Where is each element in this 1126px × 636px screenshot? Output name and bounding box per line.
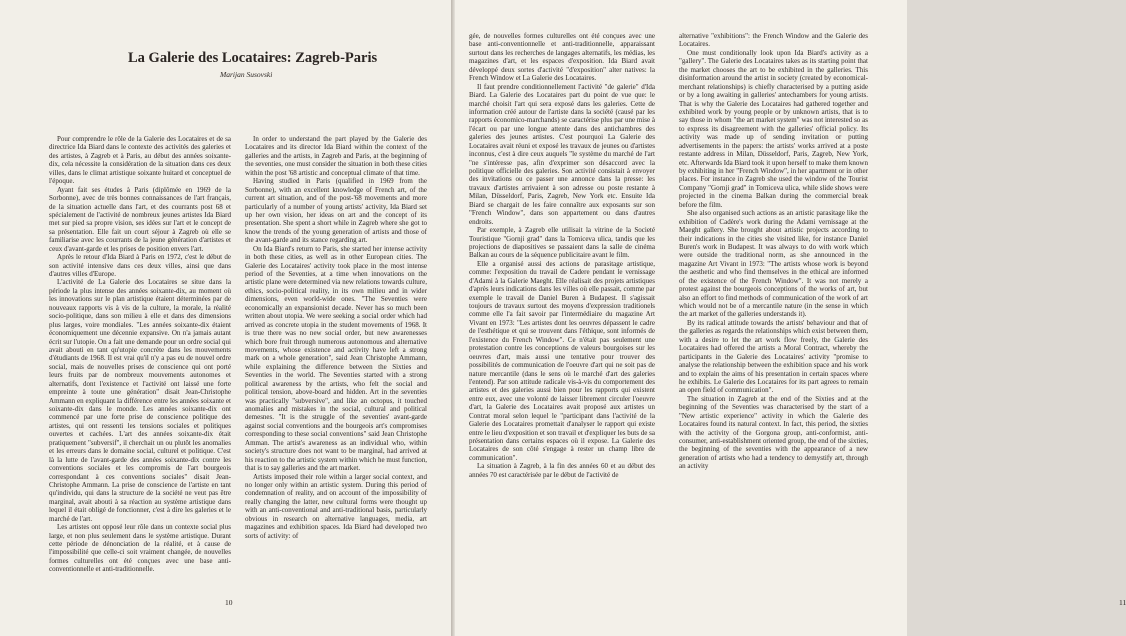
page-number-right: 11 (1119, 598, 1126, 607)
french-column-1 (49, 135, 231, 582)
paragraph: One must conditionally look upon Ida Biard's activity as a "gallery". The Galerie des Locataires takes as its starting point that the market chooses the art to be exhibited in the galleries. This disinformation around the artist in society (created by economical-merchant relationships) is chiefly characterised by a putting aside or by a long awaiting in galleries' antechambers for young artists. That is why the Galerie des Locataires had gathered together and exhibited work by young people or by unknown artists, that is to say those in whom "the art market system" was not interested so as to express its disagreement with the galleries' official policy. Its activity was made up of sending invitation or putting advertisements in the papers: the artists' works arrived at a poste restante address in Milan, Düsseldorf, Paris, Zagreb, New York, etc. Afterwards Ida Biard took it upon herself to make them known by exhibiting in her "French Window", in her apartment or in other places. For instance in Zagreb she used the window of the Tourist Company "Gornji grad" in Tomiceva ulica, while slide shows were projected in the cinema Balkan during the commercial break before the film. (679, 48, 868, 209)
paragraph: Artists imposed their role within a larger social context, and no longer only within an artistic system. During this period of condemnation of reality, and on account of the impossibility of really changing the latter, new cultural forms were thought up with an anti-conventional and anti-traditional basis, particularly obvious in research on alternative languages, media, art magazines and exhibition spaces. Ida Biard had developed two sorts of activity: of (245, 472, 427, 540)
paragraph: Having studied in Paris (qualified in 1969 from the Sorbonne), with an excellent knowledge of French art, of the current art situation, and of the post-'68 movements and more particularly of a number of young artists' activity, Ida Biard set up her own vision, her ideas on art and the concept of its presentation. She spent a short while in Zagreb where she got to know the trends of the young generation of artists and those of the avant-garde and its stance regarding art. (245, 177, 427, 245)
paragraph: Il faut prendre conditionnellement l'activité "de galerie" d'Ida Biard. La Galerie des Locataires part du point de vue que: le marché choisit l'art qui sera exposé dans les galeries. Cette de information créé autour de l'artiste dans la société (causé par les rapports économico-marchands) se caractérise plus par une mise à l'écart ou par une longue attente dans des antichambres des galeries des jeunes artistes. C'est pourquoi La Galerie des Locataires avait réuni et exposé les travaux de jeunes ou d'artistes inconnus, c'est à dire ceux auquels "le système du marché de l'art "ne s'intéresse pas, afin d'exprimer son désaccord avec la politique officielle des galeries. Son activité consistait à envoyer des invitations ou ce passer une annonce dans la presse: les travaux d'artistes arrivaient à son adresse ou poste restante à Milan, Düsseldorf, Paris, Zagreb, New York etc. Ensuite Ida Biard se chargait de les faire connaître aux exposants sur son "French Window", dans son appartement ou dans d'autres endroits. (469, 82, 655, 226)
paragraph: Elle a organisé aussi des actions de parasitage artistique, comme: l'exposition du travail de Cadere pendant le vernissage d'Adami à la Galerie Maeght. Elle réalisait des projets artistiques d'après leurs indications dans les villes où elle passait, comme par exemple le travail de Daniel Buren à Budapest. Il s'agissait toujours de travaux surtout des moyens d'expression traditionels comme elle l'a fait savoir par l'intermédiaire du magazine Art Vivant en 1973: "Les artistes dont les oeuvres dépassent le cadre de l'esthétique et qui se trouvent dans l'éthique, sont informés de l'existence du French Window". Ce n'était pas seulement une protestation contre les conceptions de valeurs bourgoises sur les oeuvres d'art, mais aussi une tentative pour trouver des possibilités de communication de l'oeuvre d'art qui ne soit pas de nature mercantile (dans le sens où le marché d'art des galeries l'entend). Par son attitude radicale vis-à-vis du comportement des artistes et des galeries aussi bien pour les rapports qui existent entre eux, avec une volonté de laisser librement circuler l'oeuvre d'art, la Galerie des Locataires avait proposé aux artistes un Contrat moral selon lequel le "participant dans l'activité de la Galerie des Locataires promettait d'analyser le rapport qui existe entre le lieu d'exposition et son travail et d'expliquer les buts de sa présentation dans certains espaces où il expose. La Galerie des Locataires de son côté s'engage à rester un champ libre de communication". (469, 259, 655, 462)
french-column-2 (469, 32, 655, 582)
paragraph: By its radical attitude towards the artists' behaviour and that of the galleries as regards the relationships which exist between them, with a desire to let the art work flow freely, the Galerie des Locataires had offered the artists a Moral Contract, whereby the participants in the Galerie des Locataires' activity "promise to analyse the relationship between the exhibition space and his work and to explain the aims of his presentation in certain spaces where he exhibits. Le Galerie des Locataires for its part agrees to remain an open field of communication". (679, 318, 868, 395)
paragraph: On Ida Biard's return to Paris, she started her intense activity in both these cities, as well as in other European cities. The Galerie des Locataires' activity took place in the most intense period of the Seventies, at a time when innovations on the artistic plane were determined via new relations towards culture, ethics, socio-political reality, in its own milieu and in wider dimensions, even world-wide ones. "The Seventies were economically an expansionist decade. Never has so much been written about utopia. We were seeking a social order which had arrived as concrete utopia in the student movements of 1968. It is true there was no new social order, but new awarenesses which bore fruit through numerous autonomous and alternative movements, whose existence and activity have left a strong mark on a whole generation", said Jean Christophe Ammann, while explaining the difference between the Sixties and Seventies in the world. The Seventies started with a strong political awareness by the artists, who felt the social and political tension, above-board and hidden. Art in the seventies was practically "subversive", and like an octopus, it touched anomalies and mistakes in the social, cultural and political demesnes. "It is the struggle of the seventies' avant-garde against social conventions and the bourgeois art's compromises corresponding to these social conventions" said Jean Christophe Amman. The artist's awareness as an individual who, within society's structure does not want to be marginal, had arrived at his reaction to the artistic system within which he must function, that is to say galleries and the art market. (245, 244, 427, 473)
page-number-left: 10 (225, 598, 233, 607)
paragraph: L'activité de La Galerie des Locataires se situe dans la période la plus intense des années soixante-dix, au moment où les innovations sur le plan artistique étaient déterminées par de nouveaux rapports vis à vis de la culture, la morale, la réalité socio-politique, dans son milieu à elle et dans des dimensions plus larges, voire mondiales. "Les années soixante-dix étaient économiquement une décennie expansive. On n'a jamais autant écrit sur l'utopie. On a fait une demande pour un ordre social qui avait abouti en tant qu'utopie concrète dans les mouvements d'étudiants de 1968. Il est vrai qu'il n'y a pas eu de nouvel ordre social, mais de nouvelles prises de conscience qui ont porté leurs fruits par de nombreux mouvements autonomes et alternatifs, dont l'existence et l'activité ont laissé une forte empreinte à toute une génération" disait Jean-Christophe Ammann en expliquant la différence entre les années soixante et soixante-dix dans le monde. Les années soixante-dix ont commencé par une forte prise de conscience politique des artistes, qui ont ressenti les tensions sociales et politiques ouvertes et cachées. L'art des années soixante-dix était pratiquement "subversif", il cherchait un ou plutôt les anomalies et les erreurs dans le domaine social, culturel et politique. C'est là la lutte de l'avant-garde des années soixante-dix contre les conventions sociales et les compromis de l'art bourgeois correspondant à ces conventions sociales" disait Jean-Christophe Ammann. La prise de conscience de l'artiste en tant qu'individu, qui dans la structure de la société ne veut pas être marginal, avait abouti à sa réaction au système artistique dans lequel il était obligé de fonctionner, c'est à dire les galeries et le marché de l'art. (49, 278, 231, 523)
paragraph: Après le retour d'Ida Biard à Paris en 1972, c'est le début de son activité intensive dans ces deux villes, ainsi que dans d'autres villes d'Europe. (49, 253, 231, 278)
paragraph: Par exemple, à Zagreb elle utilisait la vitrine de la Societé Touristique "Gornji grad" dans la Tomiceva ulica, tandis que les projections de diapositives se passaient dans la salle de cinéma Balkan au cours de la séquence publicitaire avant le film. (469, 226, 655, 260)
paragraph: La situation à Zagreb, à la fin des années 60 et au début des années 70 est caractérisée par le début de l'activité de (469, 462, 655, 479)
english-column-2 (679, 32, 868, 582)
english-column-1 (245, 135, 427, 582)
paragraph: Les artistes ont opposé leur rôle dans un contexte social plus large, et non plus seulement dans le système artistique. Durant cette période de dénonciation de la réalité, et à cause de l'impossibilité que celle-ci soit vraiment changée, de nouvelles formes culturelles ont été conçues avec une base anti-conventionnelle et anti-traditionnelle. (49, 523, 231, 574)
article-title: La Galerie des Locataires: Zagreb-Paris (128, 50, 378, 66)
paragraph: Pour comprendre le rôle de la Galerie des Locataires et de sa directrice Ida Biard dans le contexte des activités des galeries et des artistes, à Zagreb et à Paris, au début des années soixante-dix, cela nécessite la considération de la situation dans ces deux villes, dans le climat artistique soixante huitard et conceptuel de l'époque. (49, 135, 231, 186)
paragraph: In order to understand the part played by the Galerie des Locataires and its director Ida Biard within the context of the galleries and the artists, in Zagreb and Paris, at the beginning of the seventies, one must consider the situation in both these cities within the post '68 artistic and conceptual climate of that time. (245, 135, 427, 177)
left-page (0, 0, 451, 636)
paragraph: alternative "exhibitions": the French Window and the Galerie des Locataires. (679, 32, 868, 49)
article-author: Marijan Susovski (220, 70, 273, 79)
paragraph: She also organised such actions as an artistic parasitage like the exhibition of Cadère's work during the Adami vernissage at the Maeght gallery. She brought about artistic projects according to their indications in the cities she visited like, for instance Daniel Buren's work in Budapest. It was always to do with work which were outside the traditional norm, as she announced in the magazine Art Vivant in 1973: "The artists whose work is beyond the aesthetic and who find themselves in the ethical are informed of the existence of the French Window". It was not merely a protest against the bourgeois conceptions of the works of art, but also an effort to find methods of communication of the work of art which would not be of a mercantile nature (in the sense in which the art market of the galleries understands it). (679, 209, 868, 319)
paragraph: gée, de nouvelles formes culturelles ont été conçues avec une base anti-conventionnelle et anti-traditionnelle, apparaissant surtout dans les recherches de langages alternatifs, les médias, les magazines d'art, et les espaces d'exposition. Ida Biard avait développé deux sortes d'activité "d'exposition" alter natives: la French Window et La Galerie des Locataires. (469, 32, 655, 83)
paragraph: The situation in Zagreb at the end of the Sixties and at the beginning of the Seventies was characterised by the start of a "New artistic experience" activity in which the Galerie des Locataires found its natural context. In fact, this period, the sixties with the activity of the Gorgona group, anti-conformist, anti-consumer, anti-establishment oriented group, the end of the sixties, the beginning of the seventies with the appearance of a new generation of artists who had a tendency to demystify art, through an activity (679, 394, 868, 471)
paragraph: Ayant fait ses études à Paris (diplômée en 1969 de la Sorbonne), avec de très bonnes connaissances de l'art français, de la situation actuelle dans l'art, et des courrants post 68 et spécialement de l'activité de nombreux jeunes artistes Ida Biard met sur pied sa propre vision, ses idées sur l'art et le concept de sa présentation. Elle fait un court séjour à Zagreb où elle se familiarise avec les courrants de la jeune génération d'artistes et ceux d'avant-garde et les prises de position envers l'art. (49, 185, 231, 253)
